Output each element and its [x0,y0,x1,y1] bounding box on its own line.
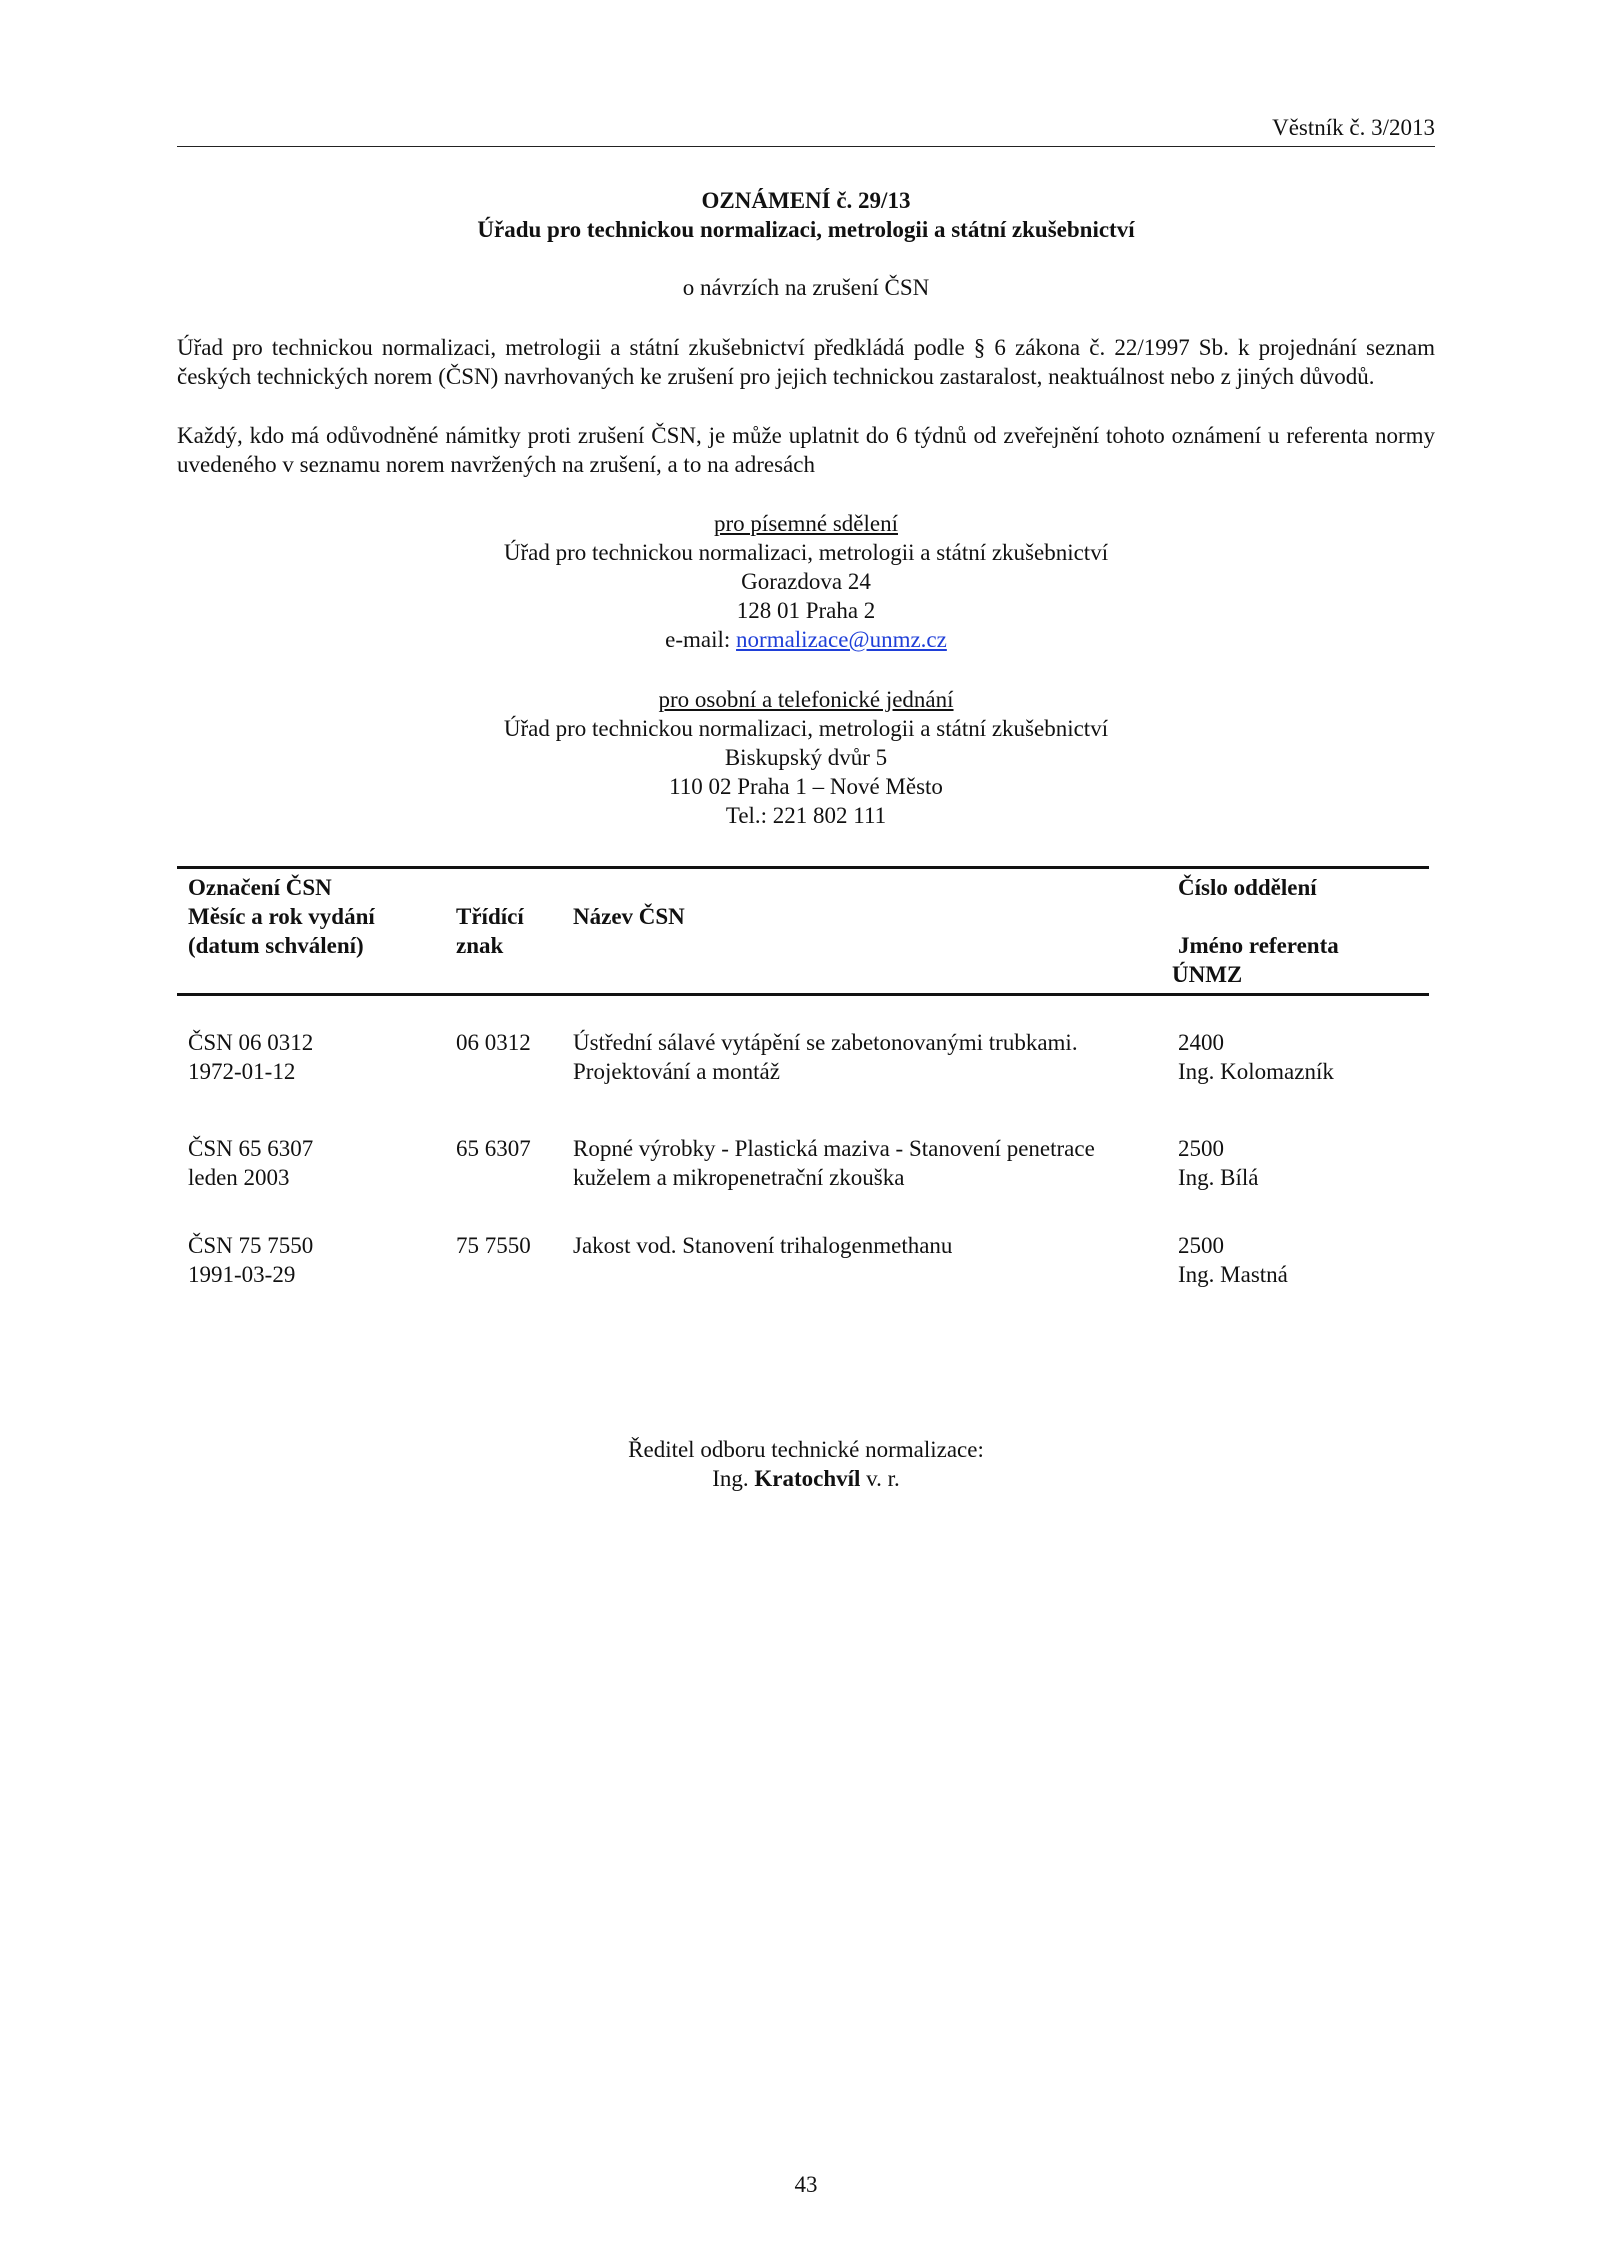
table-row-name: Ropné výrobky - Plastická maziva - Stanovení penetrace [573,1136,1095,1161]
paragraph-intro: Úřad pro technickou normalizaci, metrologii a státní zkušebnictví předkládá podle § 6 zákona č. 22/1997 Sb. k projednání seznam českých technických norem (ČSN) navrhovaných ke zrušení pro jejich technickou zastaralost, neaktuálnost nebo z jiných důvodů. [177,335,1435,389]
email-label: e-mail: [665,627,737,652]
table-row-name: Ústřední sálavé vytápění se zabetonovanými trubkami. [573,1030,1078,1055]
table-row-referent: Ing. Mastná [1178,1262,1288,1287]
table-row-name: Jakost vod. Stanovení trihalogenmethanu [573,1233,953,1258]
paragraph-objections: Každý, kdo má odůvodněné námitky proti zrušení ČSN, je může uplatnit do 6 týdnů od zveřejnění tohoto oznámení u referenta normy uvedeného v seznamu norem navržených na zrušení, a to na adresách [177,423,1435,477]
signature-role: Ředitel odboru technické normalizace: [628,1437,984,1462]
header-referent: Jméno referenta [1178,933,1339,958]
signature-suffix: v. r. [860,1466,900,1491]
table-row-date: 1991-03-29 [188,1262,296,1287]
signature-prefix: Ing. [712,1466,755,1491]
address-personal-org: Úřad pro technickou normalizaci, metrologii a státní zkušebnictví [503,716,1109,741]
header-class-code-2: znak [456,933,504,958]
address-personal-city: 110 02 Praha 1 – Nové Město [669,774,943,799]
header-rule [177,146,1435,147]
announcement-subject: o návrzích na zrušení ČSN [682,275,930,300]
address-personal-street: Biskupský dvůr 5 [724,745,888,770]
header-designation: Označení ČSN [188,875,332,900]
header-unmz: ÚNMZ [1172,962,1243,987]
table-row-designation: ČSN 75 7550 [188,1233,314,1258]
address-personal [177,685,1435,830]
address-personal-phone: Tel.: 221 802 111 [725,803,887,828]
address-written-heading: pro písemné sdělení [714,511,898,536]
address-personal-heading: pro osobní a telefonické jednání [658,687,954,712]
email-link[interactable]: normalizace@unmz.cz [736,627,947,652]
header-standard-name: Název ČSN [573,904,685,929]
signature-surname: Kratochvíl [754,1466,861,1491]
announcement-issuer: Úřadu pro technickou normalizaci, metrologii a státní zkušebnictví [477,217,1135,242]
header-class-code: Třídící [456,904,524,929]
header-issue-date: Měsíc a rok vydání [188,904,375,929]
table-row-dept: 2500 [1178,1233,1224,1258]
table-top-rule [177,866,1429,869]
address-written-street: Gorazdova 24 [741,569,871,594]
table-row-code: 06 0312 [456,1030,531,1055]
table-row-designation: ČSN 06 0312 [188,1030,314,1055]
table-row-code: 65 6307 [456,1136,531,1161]
table-row-date: 1972-01-12 [188,1059,296,1084]
table-row-code: 75 7550 [456,1233,531,1258]
table-header-rule [177,993,1429,996]
address-written [177,509,1435,654]
table-row-dept: 2400 [1178,1030,1224,1055]
header-approval-date: (datum schválení) [188,933,364,958]
announcement-title: OZNÁMENÍ č. 29/13 [701,188,911,213]
header-dept-number: Číslo oddělení [1178,875,1317,900]
address-written-org: Úřad pro technickou normalizaci, metrologii a státní zkušebnictví [503,540,1109,565]
table-row-referent: Ing. Kolomazník [1178,1059,1334,1084]
page-number: 43 [794,2172,818,2197]
table-row-name-2: Projektování a montáž [573,1059,780,1084]
table-row-designation: ČSN 65 6307 [188,1136,314,1161]
journal-issue: Věstník č. 3/2013 [1272,115,1435,140]
table-row-date: leden 2003 [188,1165,290,1190]
address-written-city: 128 01 Praha 2 [736,598,876,623]
signature-name [177,1464,1435,1493]
table-row-name-2: kuželem a mikropenetrační zkouška [573,1165,905,1190]
table-row-dept: 2500 [1178,1136,1224,1161]
table-row-referent: Ing. Bílá [1178,1165,1259,1190]
